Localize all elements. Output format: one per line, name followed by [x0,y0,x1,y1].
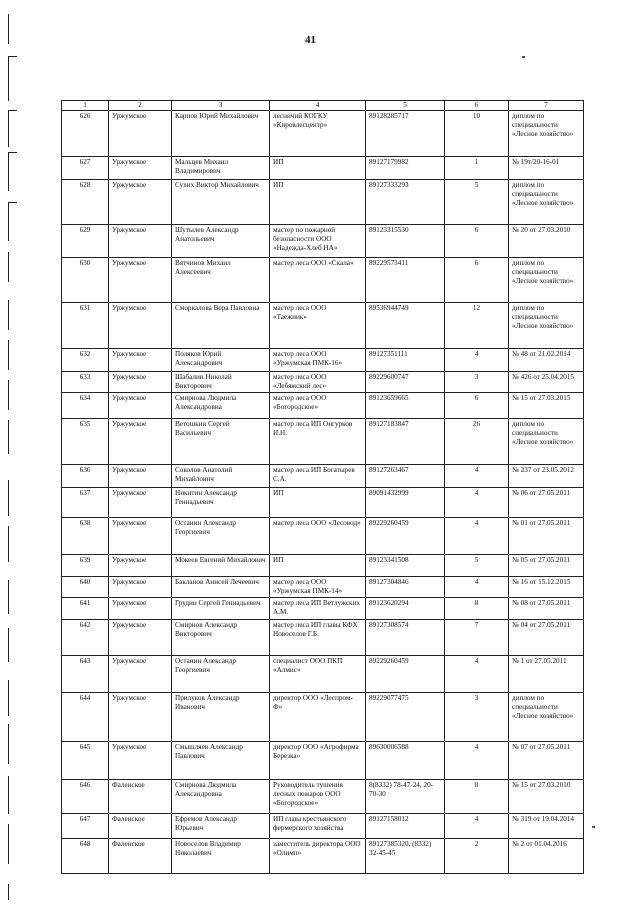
header-col-2: 2 [109,101,172,111]
person-name: Никитин Александр Геннадьевич [172,488,270,518]
table-row [62,258,584,303]
person-name: Ветошкин Сергей Васильевич [172,419,270,465]
person-name: Смирнова Людмила Александровна [172,780,270,814]
row-number: 645 [62,742,109,780]
position: ИП [270,180,366,225]
person-name: Карпов Юрий Михайлович [172,111,270,157]
person-name: Сухих Виктор Михайлович [172,180,270,225]
row-number: 629 [62,225,109,258]
row-number: 631 [62,303,109,349]
certificate: диплом по специальности «Лесное хозяйство» [509,419,584,465]
phone: 89127304846 [366,577,445,598]
certificate: № 07 от 27.05.2011 [509,742,584,780]
row-number: 630 [62,258,109,303]
experience-years: 4 [445,656,509,693]
experience-years: 12 [445,303,509,349]
person-name: Останин Александр Георгиевич [172,656,270,693]
forestry-name: Уржумское [109,577,172,598]
person-name: Мокеев Евгений Михайлович [172,555,270,577]
table-row [62,656,584,693]
experience-years: 5 [445,555,509,577]
table-row [62,598,584,620]
row-number: 636 [62,465,109,488]
row-number: 643 [62,656,109,693]
phone: 89229077475 [366,693,445,742]
certificate: № 15 от 27.03.2010 [509,780,584,814]
phone: 89536944749 [366,303,445,349]
person-name: Поляков Юрий Александрович [172,349,270,372]
forestry-name: Уржумское [109,620,172,656]
forestry-name: Фаленское [109,780,172,814]
table-row [62,349,584,372]
table-row [62,488,584,518]
forestry-name: Фаленское [109,814,172,839]
table-row [62,577,584,598]
scan-binding-marks [8,0,22,905]
table-row [62,780,584,814]
certificate: № 08 от 27.05.2011 [509,598,584,620]
row-number: 633 [62,372,109,393]
table-row [62,839,584,874]
position: мастер леса ИП Богатырев С.А. [270,465,366,488]
experience-years: 2 [445,839,509,874]
certificate: № 05 от 27.05.2011 [509,555,584,577]
forestry-name: Уржумское [109,598,172,620]
certificate: № 06 от 27.05.2011 [509,488,584,518]
certificate: № 426 от 25.04.2015 [509,372,584,393]
row-number: 646 [62,780,109,814]
forestry-name: Уржумское [109,372,172,393]
forestry-name: Уржумское [109,393,172,419]
header-col-1: 1 [62,101,109,111]
phone: 8(8332) 78-47-24, 20-70-30 [366,780,445,814]
position: ИП [270,488,366,518]
table-row [62,465,584,488]
row-number: 635 [62,419,109,465]
phone: 89127158012 [366,814,445,839]
position: директор ООО «Леспром-Ф» [270,693,366,742]
row-number: 632 [62,349,109,372]
row-number: 638 [62,518,109,555]
position: мастер леса ООО «Богородское» [270,393,366,419]
certificate: диплом по специальности «Лесное хозяйство» [509,693,584,742]
table-row [62,157,584,180]
position: ИП глава крестьянского фермерского хозяйства [270,814,366,839]
row-number: 640 [62,577,109,598]
phone: 89229260459 [366,518,445,555]
forestry-name: Уржумское [109,518,172,555]
position: мастер леса ИП Ветлужских А.М. [270,598,366,620]
certificate: № 48 от 21.02.2014 [509,349,584,372]
phone: 89127179982 [366,157,445,180]
forestry-name: Уржумское [109,180,172,225]
experience-years: 6 [445,393,509,419]
row-number: 648 [62,839,109,874]
person-name: Смышляев Александр Павлович [172,742,270,780]
position: мастер леса ООО «Лебяжский лес» [270,372,366,393]
certificate: диплом по специальности «Лесное хозяйство» [509,258,584,303]
phone: 89123659665 [366,393,445,419]
experience-years: 4 [445,518,509,555]
registry-table [61,100,584,874]
person-name: Прилуков Александр Иванович [172,693,270,742]
certificate: диплом по специальности «Лесное хозяйство» [509,111,584,157]
certificate: № 1 от 27.05.2011 [509,656,584,693]
forestry-name: Уржумское [109,555,172,577]
position: заместитель директора ООО «Олимп» [270,839,366,874]
position: ИП [270,157,366,180]
header-col-3: 3 [172,101,270,111]
certificate: № 19т/20-16-01 [509,157,584,180]
person-name: Мальцев Михаил Владимирович [172,157,270,180]
experience-years: 4 [445,742,509,780]
phone: 89630006588 [366,742,445,780]
phone: 89127308574 [366,620,445,656]
position: мастер по пожарной безопасности ООО «Надежда-Хлеб НА» [270,225,366,258]
table-row [62,518,584,555]
person-name: Смирнов Александр Викторович [172,620,270,656]
phone: 89229260459 [366,656,445,693]
scan-speck [592,826,595,828]
position: мастер леса ООО «Уржумская ПМК-16» [270,349,366,372]
experience-years: 6 [445,258,509,303]
experience-years: 8 [445,780,509,814]
position: мастер леса ИП Онгурков И.Н. [270,419,366,465]
position: специалист ООО ПКП «Алмис» [270,656,366,693]
row-number: 628 [62,180,109,225]
person-name: Останин Александр Георгиевич [172,518,270,555]
row-number: 641 [62,598,109,620]
experience-years: 26 [445,419,509,465]
phone: 89127351111 [366,349,445,372]
person-name: Смирнова Людмила Александровна [172,393,270,419]
table-row [62,303,584,349]
row-number: 637 [62,488,109,518]
experience-years: 4 [445,577,509,598]
phone: 89229573411 [366,258,445,303]
certificate: № 20 от 27.03.2010 [509,225,584,258]
phone: 89128285717 [366,111,445,157]
forestry-name: Уржумское [109,111,172,157]
position: Руководитель тушения лесных пожаров ООО «Богородское» [270,780,366,814]
table-row [62,620,584,656]
phone: 89127183847 [366,419,445,465]
forestry-name: Уржумское [109,742,172,780]
table-row [62,742,584,780]
table-row [62,814,584,839]
position: мастер леса ООО «Таежник» [270,303,366,349]
experience-years: 3 [445,372,509,393]
certificate: № 319 от 19.04.2014 [509,814,584,839]
phone: 89123341508 [366,555,445,577]
header-col-7: 7 [509,101,584,111]
forestry-name: Уржумское [109,157,172,180]
forestry-name: Уржумское [109,303,172,349]
position: ИП [270,555,366,577]
table-body [62,111,584,874]
forestry-name: Уржумское [109,488,172,518]
forestry-name: Уржумское [109,419,172,465]
forestry-name: Уржумское [109,258,172,303]
phone: 89127333293 [366,180,445,225]
forestry-name: Уржумское [109,465,172,488]
experience-years: 5 [445,180,509,225]
header-row [62,101,584,111]
table-row [62,555,584,577]
position: мастер леса ООО «Лесовод» [270,518,366,555]
person-name: Грудин Сергей Геннадьевич [172,598,270,620]
person-name: Сморкалова Вера Павловна [172,303,270,349]
experience-years: 4 [445,465,509,488]
experience-years: 1 [445,157,509,180]
certificate: № 2 от 01.04.2016 [509,839,584,874]
person-name: Вятчинов Михаил Алексеевич [172,258,270,303]
position: мастер леса ООО «Уржумская ПМК-14» [270,577,366,598]
header-col-6: 6 [445,101,509,111]
table-row [62,419,584,465]
phone: 89127263467 [366,465,445,488]
forestry-name: Уржумское [109,693,172,742]
experience-years: 4 [445,349,509,372]
phone: 89229600747 [366,372,445,393]
forestry-name: Уржумское [109,656,172,693]
phone: 89123315530 [366,225,445,258]
forestry-name: Уржумское [109,225,172,258]
person-name: Новоселов Владимир Николаевич [172,839,270,874]
person-name: Ефремов Александр Юрьевич [172,814,270,839]
table-row [62,693,584,742]
certificate: № 16 от 15.12.2015 [509,577,584,598]
table-row [62,180,584,225]
row-number: 634 [62,393,109,419]
forestry-name: Фаленское [109,839,172,874]
row-number: 644 [62,693,109,742]
table-row [62,393,584,419]
row-number: 626 [62,111,109,157]
position: мастер леса ООО «Скала» [270,258,366,303]
person-name: Шутылев Александр Анатольевич [172,225,270,258]
header-col-4: 4 [270,101,366,111]
person-name: Соколов Анатолий Михайлович [172,465,270,488]
table-row [62,372,584,393]
phone: 89127385320, (8332) 32-45-45 [366,839,445,874]
experience-years: 7 [445,620,509,656]
certificate: № 04 от 27.05.2011 [509,620,584,656]
certificate: № 237 от 23.05.2012 [509,465,584,488]
experience-years: 8 [445,598,509,620]
certificate: № 15 от 27.03.2015 [509,393,584,419]
table-row [62,225,584,258]
forestry-name: Уржумское [109,349,172,372]
experience-years: 6 [445,225,509,258]
row-number: 627 [62,157,109,180]
table-row [62,111,584,157]
scan-speck [522,56,525,58]
certificate: № 01 от 27.05.2011 [509,518,584,555]
certificate: диплом по специальности «Лесное хозяйство» [509,303,584,349]
position: директор ООО «Агрофирма Березка» [270,742,366,780]
row-number: 639 [62,555,109,577]
row-number: 647 [62,814,109,839]
person-name: Шабалин Николай Викторович [172,372,270,393]
phone: 89123620294 [366,598,445,620]
position: лесничий КОГКУ «Кировлесцентр» [270,111,366,157]
experience-years: 4 [445,814,509,839]
page-number: 41 [305,34,316,46]
position: мастер леса ИП главы КФХ Новоселов Г.Б. [270,620,366,656]
header-col-5: 5 [366,101,445,111]
person-name: Бакланов Анисей Лечеевич [172,577,270,598]
row-number: 642 [62,620,109,656]
experience-years: 10 [445,111,509,157]
experience-years: 3 [445,693,509,742]
experience-years: 4 [445,488,509,518]
certificate: диплом по специальности «Лесное хозяйство» [509,180,584,225]
phone: 89091432999 [366,488,445,518]
